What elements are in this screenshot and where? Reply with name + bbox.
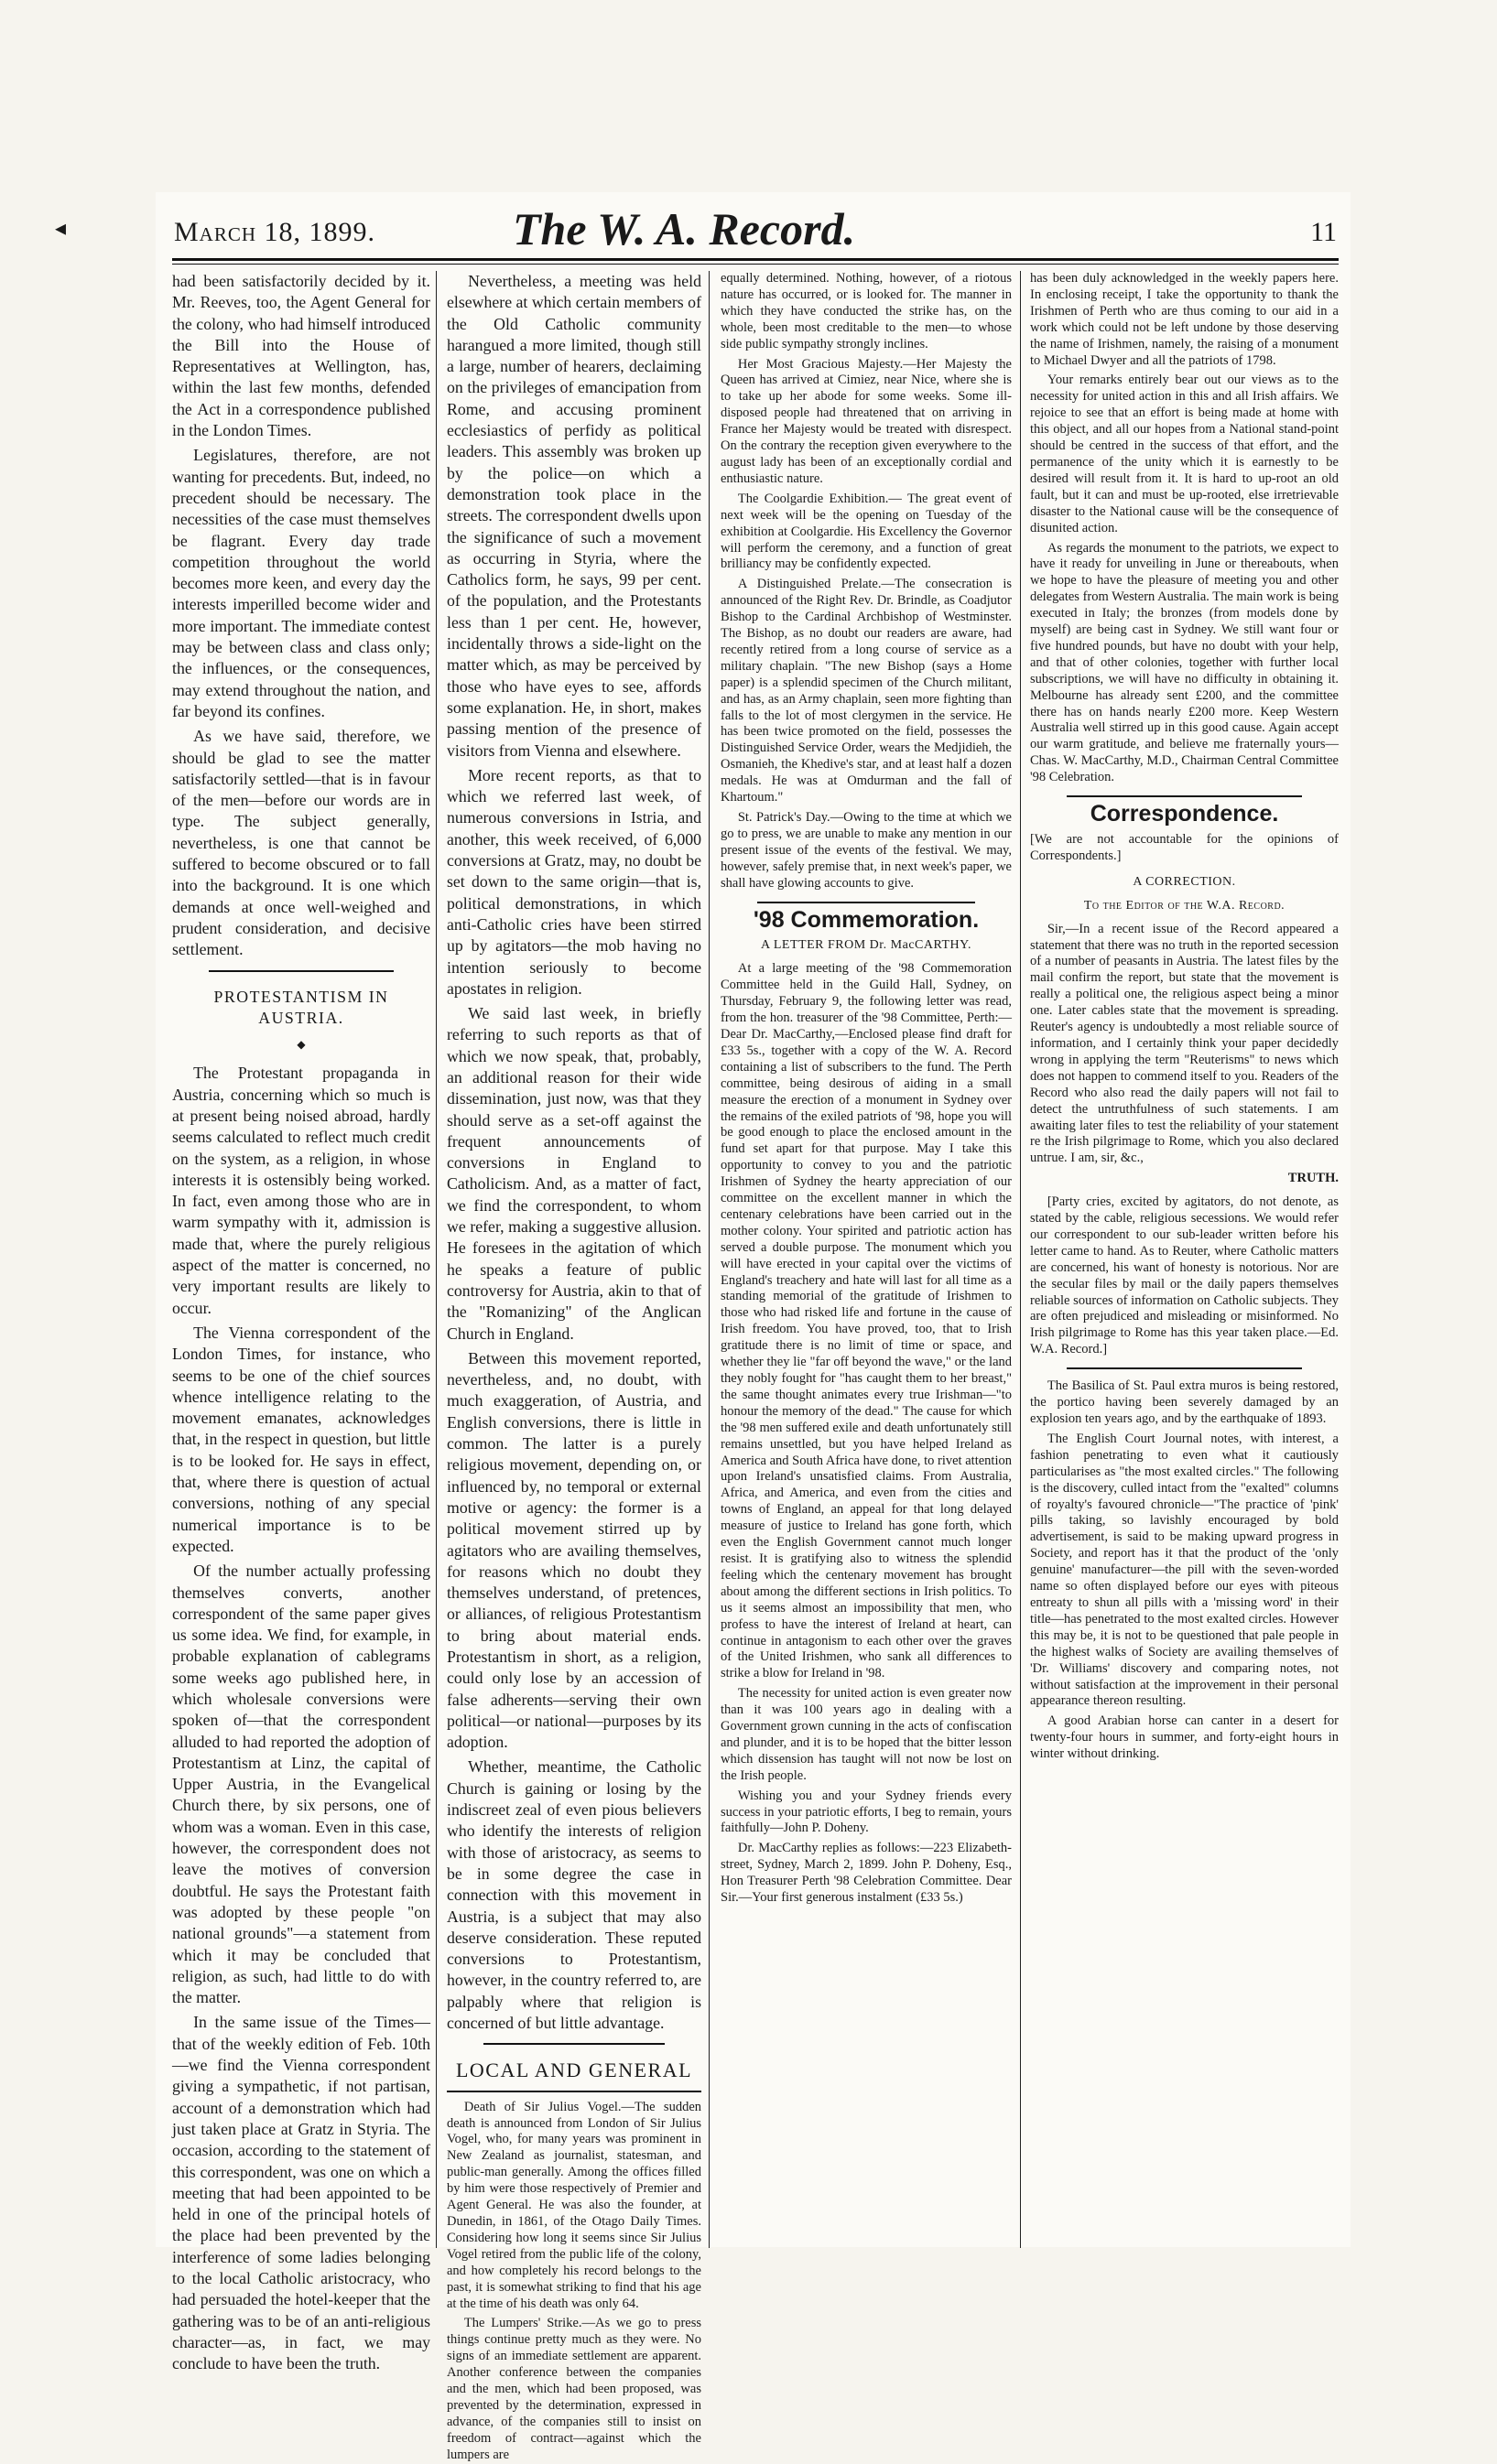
- section-heading: LOCAL AND GENERAL: [455, 2059, 693, 2082]
- column-rule-1: [436, 271, 437, 2248]
- section-heading: '98 Commemoration.: [753, 906, 980, 933]
- paragraph: The necessity for united action is even greater now than it was 100 years ago in dealing with a Government grown cunning in the acts of confiscation and plunder, and it is to be hoped that the bitter lesson which dissension has taught will not now be lost on the Irish people.: [721, 1686, 1012, 1783]
- paragraph: Of the number actually professing themselves converts, another correspondent of the same paper gives us some idea. We find, for example, in probable explanation of cablegrams some weeks ago published here, in which wholesale conversions were spoken of—that the correspondent alluded to had reported the adoption of Protestantism at Linz, the capital of Upper Austria, in the Evangelical Church there, by six persons, one of whom was a woman. Even in this case, however, the correspondent does not leave the motives of conversion doubtful. He says the Protestant faith was adopted by these people "on national grounds"—a statement from which it may be concluded that religion, as such, had little to do with the matter.: [172, 1562, 430, 2007]
- news-item: St. Patrick's Day.—Owing to the time at which we go to press, we are unable to make any mention in our present issue of the events of the festival. We may, however, safely premise that, in next week's paper, we shall have glowing accounts to give.: [721, 810, 1012, 891]
- margin-mark: ◂: [55, 217, 67, 241]
- paragraph: In the same issue of the Times—that of the weekly edition of Feb. 10th—we find the Vienna correspondent giving a sympathetic, if not partisan, account of a demonstration which had just taken place at Gratz in Styria. The occasion, according to the statement of this correspondent, was one on which a meeting that had been appointed to be held in one of the principal hotels of the place had been prevented by the interference of some ladies belonging to the local Catholic aristocracy, who had persuaded the hotel-keeper that the gathering was to be of an anti-religious character—as, in fact, we may conclude to have been the truth.: [172, 2013, 430, 2373]
- column-3: [721, 271, 1012, 2248]
- section-rule: [209, 970, 394, 972]
- addressee: To the Editor of the W.A. Record.: [1083, 898, 1285, 913]
- paragraph: [Party cries, excited by agitators, do not denote, as stated by the cable, religious secessions. We would refer our correspondent to our sub-leader written before his letter came to hand. As to Reuter, where Catholic matters are concerned, his want of honesty is notorious. Nor are the secular files by mail or the daily papers themselves reliable sources of information on Catholic subjects. They are often prejudiced and misleading or misinformed. No Irish pilgrimage to Rome has this year taken place.—Ed. W.A. Record.]: [1030, 1194, 1339, 1357]
- paragraph: equally determined. Nothing, however, of a riotous nature has occurred, or is looked for. The manner in which they have conducted the strike has, on the whole, been most creditable to the men—to whose side public sympathy strongly inclines.: [721, 271, 1012, 351]
- section-rule: [757, 902, 975, 903]
- paragraph: Between this movement reported, nevertheless, and, no doubt, with much exaggeration, of Austria, and English conversions, there is little in common. The latter is a purely religious movement, depending on, or influenced by, no temporal or external motive or agency: the former is a political movement stirred up by agitators who are availing themselves, for reasons which no doubt they themselves understand, of pretences, or alliances, of religious Protestantism to bring about material ends. Protestantism in short, as a religion, could only lose by an accession of false adherents—serving their own political—or national—purposes by its adoption.: [447, 1348, 701, 1752]
- paragraph: Sir,—In a recent issue of the Record appeared a statement that there was no truth in the reported secession of a number of peasants in Austria. The latest files by the mail confirm the report, but state that the movement is really a political one, the religious aspect being a minor one. Later cables state that the movement is spreading. Reuter's agency is undoubtedly a most reliable source of information, and I certainly think your paper decidedly wrong in applying the term "Reuterisms" to news which does not happen to commend itself to you. Readers of the Record who also read the daily papers will not fail to detect the untruthfulness of such statements. I am awaiting later files to test the reliability of your statement re the Irish pilgrimage to Rome, which you also declared untrue. I am, sir, &c.,: [1030, 921, 1339, 1166]
- subheading: A LETTER FROM Dr. MacCARTHY.: [761, 938, 971, 953]
- subheading: A CORRECTION.: [1133, 874, 1236, 889]
- masthead-rule: [172, 258, 1339, 261]
- ornament: ◆: [297, 1038, 306, 1052]
- paragraph: has been duly acknowledged in the weekly papers here. In enclosing receipt, I take the opportunity to thank the Irishmen of Perth who are thus coming to our aid in a work which could not be left undone by those deserving the name of Irishmen, namely, the raising of a monument to Michael Dwyer and all the patriots of 1798.: [1030, 271, 1339, 368]
- newspaper-title: The W. A. Record.: [513, 203, 856, 254]
- section-rule: [1067, 1367, 1302, 1369]
- masthead-rule-thin: [172, 264, 1339, 265]
- column-2: [447, 271, 701, 2462]
- paragraph: The Vienna correspondent of the London Times, for instance, who seems to be one of the chief sources whence intelligence relating to the movement emanates, acknowledges that, in the respect in question, but little is to be looked for. He says in effect, that, where there is question of actual conversions, nothing of any special numerical importance is to be expected.: [172, 1323, 430, 1555]
- paragraph: More recent reports, as that to which we referred last week, of numerous conversions in Istria, and another, this week received, of 6,000 conversions at Gratz, may, no doubt be set down to the same origin—that is, political demonstrations, in which anti-Catholic cries have been stirred up by agitators—the mob having no intention seriously to become apostates in religion.: [447, 765, 701, 998]
- column-rule-3: [1020, 271, 1021, 2248]
- page-number: 11: [1310, 217, 1337, 247]
- paragraph: A good Arabian horse can canter in a desert for twenty-four hours in summer, and forty-eight hours in winter without drinking.: [1030, 1713, 1339, 1762]
- news-item: The Coolgardie Exhibition.— The great event of next week will be the opening on Tuesday of the exhibition at Coolgardie. His Excellency the Governor will perform the ceremony, and a function of great brilliancy may be confidently expected.: [721, 491, 1012, 572]
- paragraph: Your remarks entirely bear out our views as to the necessity for united action in this and all Irish affairs. We rejoice to see that an effort is being made at home with this object, and all our hopes from a National stand-point should be centred in the success of that effort, and the permanence of the unity which it is earnestly to be desired will result from it. It is hard to up-root an old fault, but it can and must be up-rooted, else irretrievable disaster to the National cause will be the consequence of disunited action.: [1030, 373, 1339, 535]
- editorial-notice: [We are not accountable for the opinions of Correspondents.]: [1030, 832, 1339, 863]
- paragraph: The Protestant propaganda in Austria, concerning which so much is at present being noised abroad, hardly seems calculated to reflect much credit on the system, as a religion, in whose interests it is ostensibly being worked. In fact, even among those who are in warm sympathy with it, admission is made that, where the purely religious aspect of the matter is concerned, no very important results are likely to occur.: [172, 1064, 430, 1317]
- section-heading: Correspondence.: [1090, 801, 1279, 827]
- masthead: [174, 203, 1337, 261]
- paragraph: Nevertheless, a meeting was held elsewhere at which certain members of the Old Catholic community harangued a more limited, though still a large, number of hearers, declaiming on the privileges of emancipation from Rome, and accusing prominent ecclesiastics of perfidy as political leaders. This assembly was broken up by the police—on which a demonstration took place in the streets. The correspondent dwells upon the significance of such a movement as occurring in Styria, where the Catholics form, he says, 99 per cent. of the population, and the Protestants less than 1 per cent. He, however, incidentally throws a side-light on the matter which, as may be perceived by those who have eyes to see, affords some explanation. He, in short, makes passing mention of the presence of visitors from Vienna and elsewhere.: [447, 272, 701, 760]
- section-rule: [447, 2091, 701, 2092]
- paragraph: Wishing you and your Sydney friends every success in your patriotic efforts, I beg to remain, yours faithfully—John P. Doheny.: [721, 1788, 1012, 1836]
- news-item: A Distinguished Prelate.—The consecration is announced of the Right Rev. Dr. Brindle, as Coadjutor Bishop to the Cardinal Archbishop of Westminster. The Bishop, as no doubt our readers are aware, had recently retired from a long course of service as a military chaplain. "The new Bishop (says a Home paper) is a splendid specimen of the Church militant, and has, as an Army chaplain, seen more fighting than falls to the lot of most clergymen in the service. He has been twice promoted on the field, possesses the Distinguished Service Order, wears the Medjidieh, the Osmanieh, the Khedive's star, and at least half a dozen medals. He was at Omdurman and the fall of Khartoum.": [721, 577, 1012, 805]
- paragraph: We said last week, in briefly referring to such reports as that of which we now speak, that, probably, an additional reason for their wide dissemination, just now, was that they should serve as a set-off against the frequent announcements of conversions in England to Catholicism. And, as a matter of fact, we find the correspondent, to whom we refer, making a suggestive allusion. He foresees in the agitation of which he speaks a feature of public controversy for Austria, akin to that of the "Romanizing" of the Anglican Church in England.: [447, 1004, 701, 1343]
- news-item: Her Most Gracious Majesty.—Her Majesty the Queen has arrived at Cimiez, near Nice, where she is to take up her abode for some weeks. Some ill-disposed people had threatened that on arriving in France her Majesty would be treated with disrespect. On the contrary the reception given everywhere to the august lady has been of an exceptionally cordial and enthusiastic nature.: [721, 356, 1012, 486]
- column-1: [172, 271, 430, 2373]
- column-4: [1030, 271, 1339, 2248]
- paragraph: As we have said, therefore, we should be glad to see the matter satisfactorily settled—that is in favour of the men—before our words are in type. The subject generally, nevertheless, is one that cannot be suffered to become obscured or to fall into the background. It is one which demands at once well-weighed and prudent consideration, and decisive settlement.: [172, 727, 430, 959]
- column-rule-2: [709, 271, 710, 2248]
- paragraph: Whether, meantime, the Catholic Church is gaining or losing by the indiscreet zeal of even pious believers who identify the interests of religion with those of aristocracy, as seems to be in some degree the case in connection with this movement in Austria, is a subject that may also deserve consideration. These reputed conversions to Protestantism, however, in the country referred to, are palpably where that religion is concerned of but little advantage.: [447, 1757, 701, 2033]
- section-heading: PROTESTANTISM IN AUSTRIA.: [213, 987, 389, 1027]
- paragraph: As regards the monument to the patriots, we expect to have it ready for unveiling in June or thereabouts, when we hope to have the pleasure of meeting you and other delegates from Western Australia. The main work is being executed in Italy; the bronzes (from models done by myself) are being cast in Sydney. We still want four or five hundred pounds, but have no doubt with your help, and that of other colonies, together with further local subscriptions, we will have no difficulty in obtaining it. Melbourne has already sent £200, and the committee there has on hands nearly £200 more. Keep Western Australia well stirred up in this good cause. Again accept our warm gratitude, and believe me fraternally yours—Chas. W. MacCarthy, M.D., Chairman Central Committee '98 Celebration.: [1030, 540, 1339, 785]
- news-item: Death of Sir Julius Vogel.—The sudden death is announced from London of Sir Julius Vogel, who, for many years was prominent in New Zealand as journalist, statesman, and public-man generally. Among the offices filled by him were those respectively of Premier and Agent General. He was also the founder, at Dunedin, in 1861, of the Otago Daily Times. Considering how long it seems since Sir Julius Vogel retired from the public life of the colony, and how completely his record belongs to the past, it is somewhat striking to find that his age at the time of his death was only 64.: [447, 2099, 701, 2311]
- section-rule: [483, 2043, 665, 2045]
- paragraph: Legislatures, therefore, are not wanting for precedents. But, indeed, no precedent should be necessary. The necessities of the case must themselves be flagrant. Every day trade competition throughout the world becomes more keen, and every day the interests imperilled become wider and more important. The immediate contest may be between class and class only; the influences, or the consequences, may extend throughout the nation, and far beyond its confines.: [172, 446, 430, 720]
- section-rule: [1067, 795, 1302, 797]
- news-item: The Lumpers' Strike.—As we go to press things continue pretty much as they were. No signs of an immediate settlement are apparent. Another conference between the companies and the men, which had been proposed, was prevented by the determination, expressed in advance, of the companies still to insist on freedom of contract—against which the lumpers are: [447, 2316, 701, 2462]
- paragraph: Dr. MacCarthy replies as follows:—223 Elizabeth-street, Sydney, March 2, 1899. John P. Doheny, Esq., Hon Treasurer Perth '98 Celebration Committee. Dear Sir.—Your first generous instalment (£33 5s.): [721, 1841, 1012, 1906]
- signature: TRUTH.: [1287, 1171, 1339, 1186]
- paragraph: had been satisfactorily decided by it. Mr. Reeves, too, the Agent General for the colony, who had himself introduced the Bill into the House of Representatives at Wellington, has, within the last few months, defended the Act in a correspondence published in the London Times.: [172, 272, 430, 440]
- issue-date: March 18, 1899.: [174, 217, 376, 247]
- paragraph: At a large meeting of the '98 Commemoration Committee held in the Guild Hall, Sydney, on Thursday, February 9, the following letter was read, from the hon. treasurer of the '98 Committee, Perth:—Dear Dr. MacCarthy,—Enclosed please find draft for £33 5s., together with a copy of the W. A. Record containing a list of subscribers to the fund. The Perth committee, being desirous of aiding in a small measure the erection of a monument in Sydney over the remains of the exiled patriots of '98, hope you will be good enough to place the enclosed amount in the fund set apart for that purpose. May I take this opportunity to convey to you and the patriotic Irishmen of Sydney the hearty appreciation of our committee on the excellent manner in which the centenary celebrations have been carried out in the mother colony. Your spirited and patriotic action has served a double purpose. The monument which you will have erected in your capital over the victims of England's treachery and hate will last for all time as a standing memorial of the gratitude of Irishmen to those who had risked life and fortune in the cause of Irish freedom. You have proved, too, that to Irish gratitude there is no limit of time or space, and whether they lie "far off beyond the wave," or the land they nobly fought for "has caught them to her breast," the same thought animates every true Irishman—"to honour the memory of the dead." The cause for which the '98 men suffered exile and death unfortunately still remains unsettled, but you have helped Ireland as America and South Africa have done, to rivet attention upon Ireland's unsatisfied claims. From Australia, Africa, and America, and even from the cities and towns of England, an appeal for that long delayed measure of justice to Ireland has gone forth, which even the English Government cannot much longer resist. It is gratifying also to witness the splendid feeling which the centenary movement has brought about among the different sections in Irish politics. To us it seems almost an impossibility that men, who profess to have the interest of Ireland at heart, can continue in antagonism to each other over the graves of the United Irishmen, who sank all differences to strike a blow for Ireland in '98.: [721, 961, 1012, 1681]
- paragraph: The Basilica of St. Paul extra muros is being restored, the portico having been severely damaged by an explosion ten years ago, and by the earthquake of 1893.: [1030, 1378, 1339, 1426]
- paragraph: The English Court Journal notes, with interest, a fashion penetrating to even what it cautiously particularises as "the most exalted circles." The following is the discovery, culled intact from the "exalted" columns of royalty's favoured chronicle—"The practice of 'pink' pills taking, so lavishly encouraged by bold advertisement, is said to be making upward progress in Society, and report has it that the product of the 'only genuine' manufacturer—the pill with the seven-worded name so often displayed before our eyes with piteous entreaty to shun all pills with a 'missing word' in their title—has penetrated to the most exalted circles. However this may be, it is not to be questioned that pale people in the highest walks of Society are availing themselves of 'Dr. Williams' discovery and comparing notes, not without satisfaction at the improvement in their personal appearance thereon resulting.: [1030, 1431, 1339, 1709]
